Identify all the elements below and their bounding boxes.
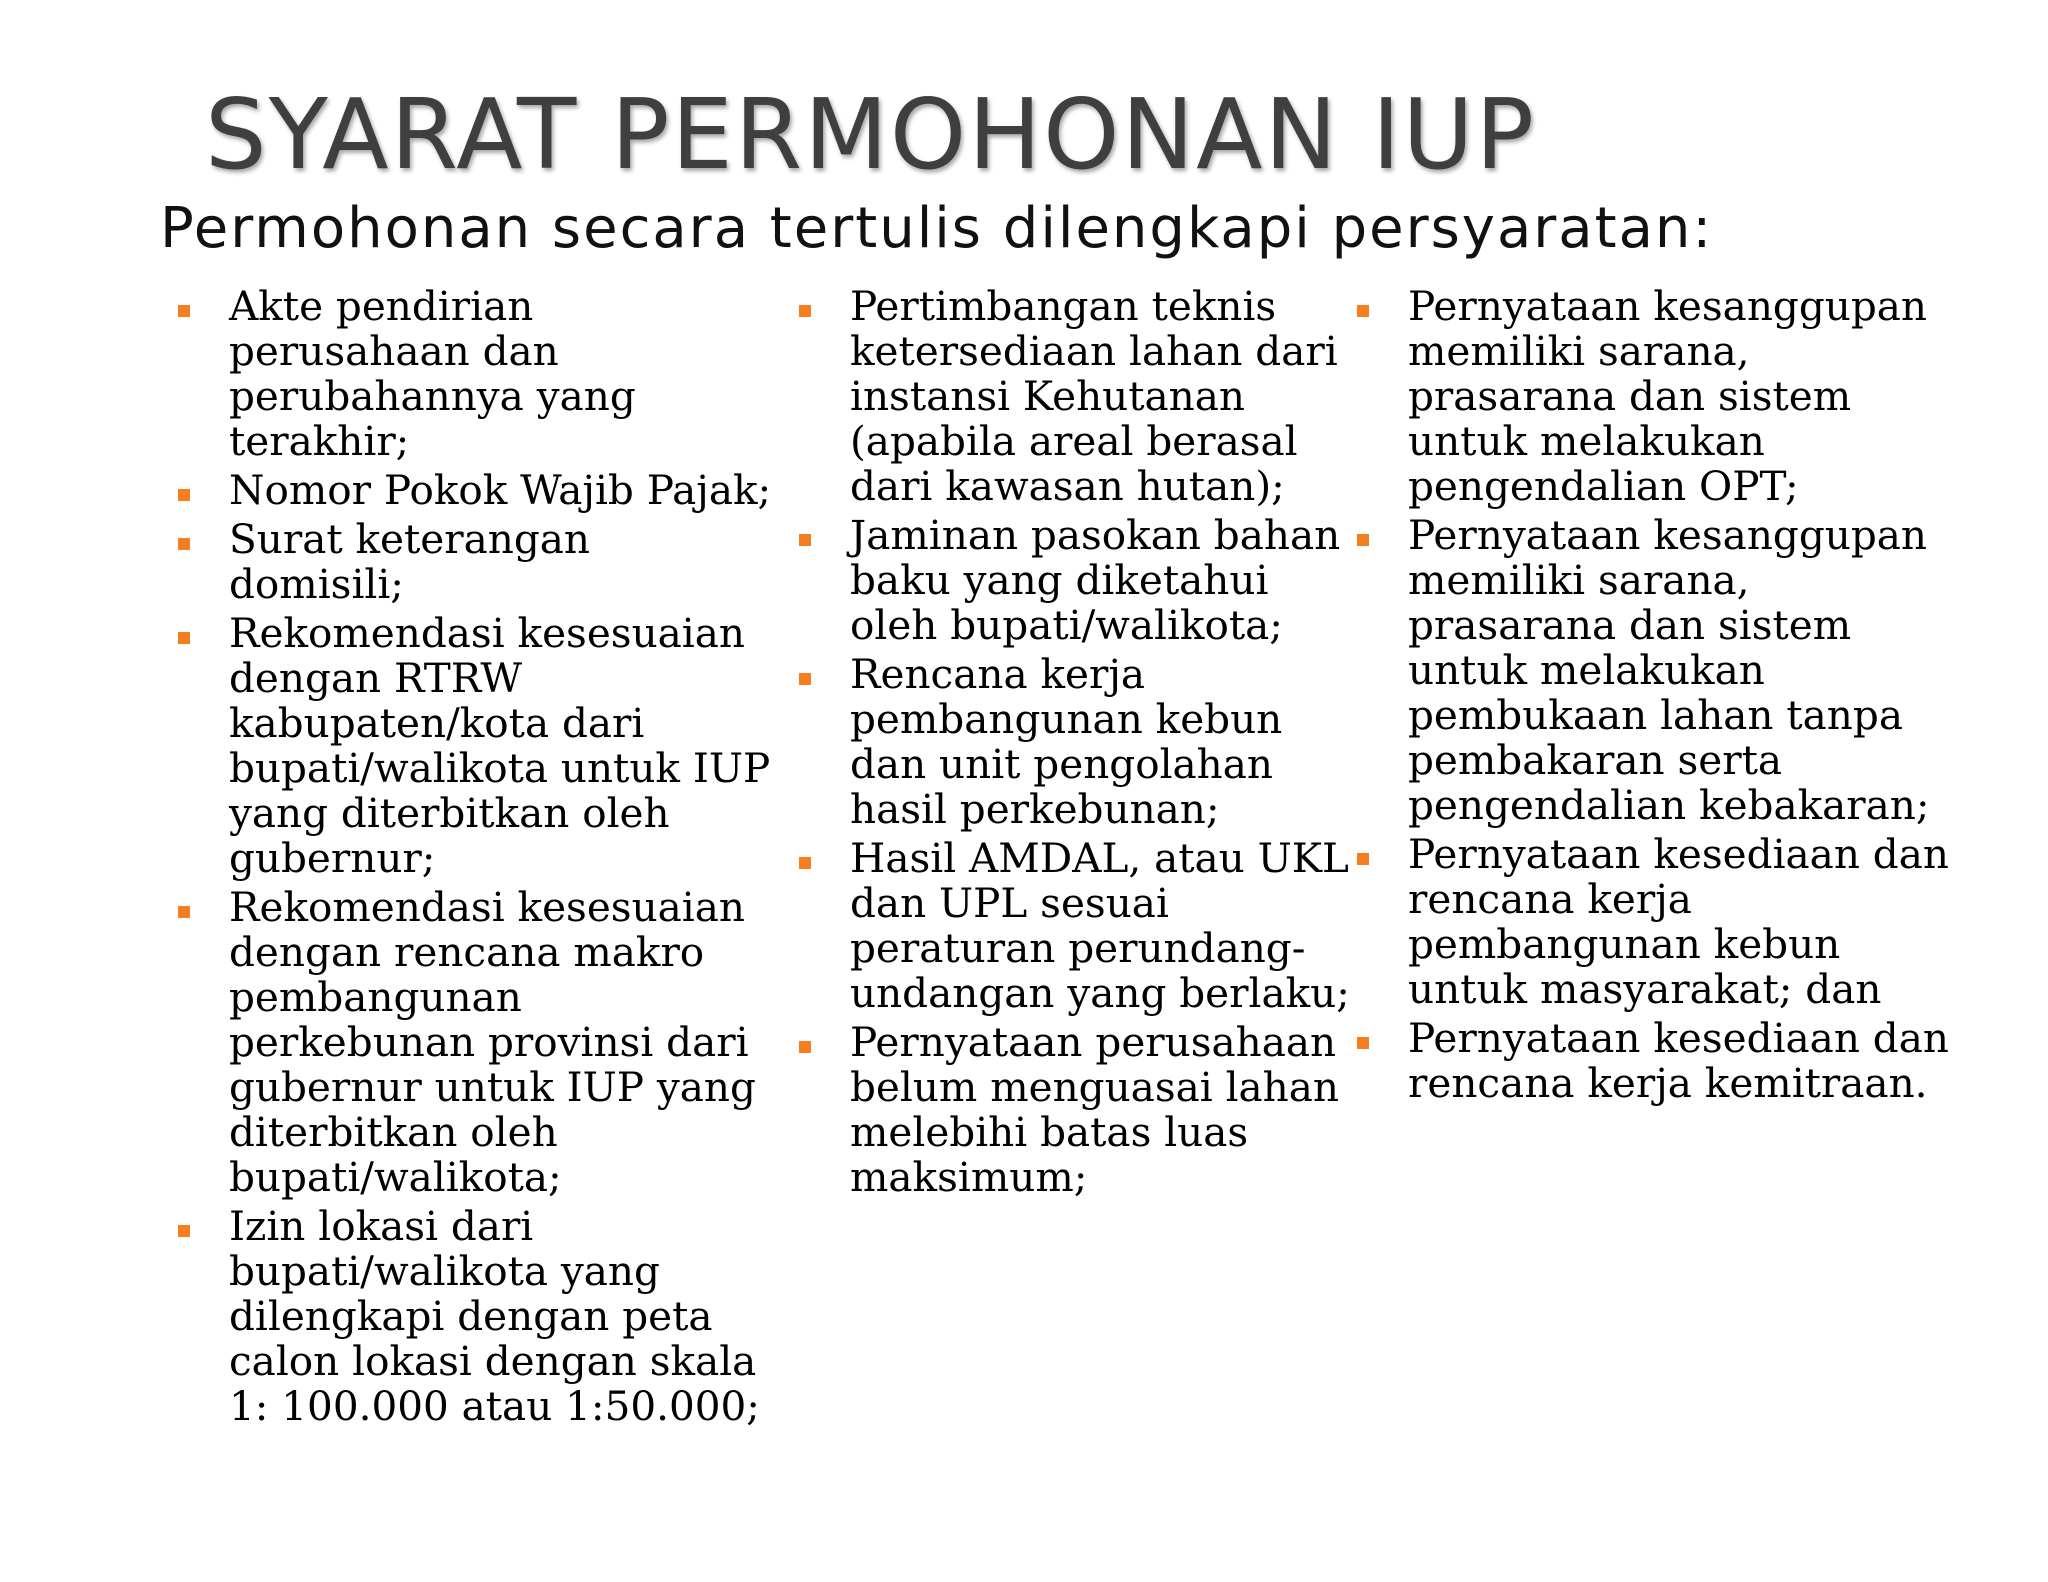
list-item-text: Pernyataan kesediaan dan rencana kerja kemitraan. — [1408, 1014, 1949, 1107]
square-bullet-icon — [799, 857, 811, 869]
square-bullet-icon — [1357, 305, 1369, 317]
list-item — [794, 1020, 1354, 1200]
list-item-text: Pertimbangan teknis ketersediaan lahan dari instansi Kehutanan (apabila areal berasal dari kawasan hutan); — [850, 282, 1338, 510]
list-item — [1352, 832, 1952, 1012]
list-item — [1352, 1016, 1952, 1106]
list-item — [173, 284, 773, 464]
square-bullet-icon — [178, 538, 190, 550]
list-item-text: Nomor Pokok Wajib Pajak; — [229, 466, 772, 514]
list-item-text: Jaminan pasokan bahan baku yang diketahui oleh bupati/walikota; — [850, 511, 1341, 649]
square-bullet-icon — [178, 489, 190, 501]
list-item — [794, 836, 1354, 1016]
list-item — [173, 611, 773, 881]
list-item — [794, 513, 1354, 648]
list-item — [173, 1204, 773, 1429]
square-bullet-icon — [799, 673, 811, 685]
requirements-column-1 — [173, 284, 773, 1433]
list-item — [173, 468, 773, 513]
list-item-text: Akte pendirian perusahaan dan perubahannya yang terakhir; — [229, 282, 636, 465]
list-item-text: Surat keterangan domisili; — [229, 515, 590, 608]
list-item — [173, 885, 773, 1200]
list-item-text: Rekomendasi kesesuaian dengan rencana makro pembangunan perkebunan provinsi dari gubernur untuk IUP yang diterbitkan oleh bupati/walikota; — [229, 883, 756, 1201]
slide-title: SYARAT PERMOHONAN IUP — [205, 78, 1536, 191]
list-item-text: Pernyataan kesanggupan memiliki sarana, prasarana dan sistem untuk melakukan pembukaan lahan tanpa pembakaran serta pengendalian kebakaran; — [1408, 511, 1930, 829]
slide-subtitle: Permohonan secara tertulis dilengkapi persyaratan: — [160, 196, 1714, 261]
list-item — [794, 284, 1354, 509]
list-item-text: Pernyataan kesediaan dan rencana kerja pembangunan kebun untuk masyarakat; dan — [1408, 830, 1949, 1013]
square-bullet-icon — [799, 1041, 811, 1053]
square-bullet-icon — [1357, 853, 1369, 865]
list-item-text: Pernyataan kesanggupan memiliki sarana, prasarana dan sistem untuk melakukan pengendalian OPT; — [1408, 282, 1928, 510]
list-item-text: Rekomendasi kesesuaian dengan RTRW kabupaten/kota dari bupati/walikota untuk IUP yang diterbitkan oleh gubernur; — [229, 609, 771, 882]
list-item — [173, 517, 773, 607]
list-item-text: Pernyataan perusahaan belum menguasai lahan melebihi batas luas maksimum; — [850, 1018, 1339, 1201]
square-bullet-icon — [178, 1225, 190, 1237]
square-bullet-icon — [1357, 534, 1369, 546]
square-bullet-icon — [178, 632, 190, 644]
square-bullet-icon — [799, 534, 811, 546]
requirements-column-3 — [1352, 284, 1952, 1110]
list-item — [794, 652, 1354, 832]
square-bullet-icon — [178, 906, 190, 918]
list-item-text: Rencana kerja pembangunan kebun dan unit pengolahan hasil perkebunan; — [850, 650, 1283, 833]
square-bullet-icon — [799, 305, 811, 317]
list-item — [1352, 284, 1952, 509]
list-item-text: Hasil AMDAL, atau UKL dan UPL sesuai peraturan perundang-undangan yang berlaku; — [850, 834, 1350, 1017]
list-item-text: Izin lokasi dari bupati/walikota yang dilengkapi dengan peta calon lokasi dengan skala 1: 100.000 atau 1:50.000; — [229, 1202, 760, 1430]
square-bullet-icon — [1357, 1037, 1369, 1049]
list-item — [1352, 513, 1952, 828]
requirements-column-2 — [794, 284, 1354, 1204]
square-bullet-icon — [178, 305, 190, 317]
